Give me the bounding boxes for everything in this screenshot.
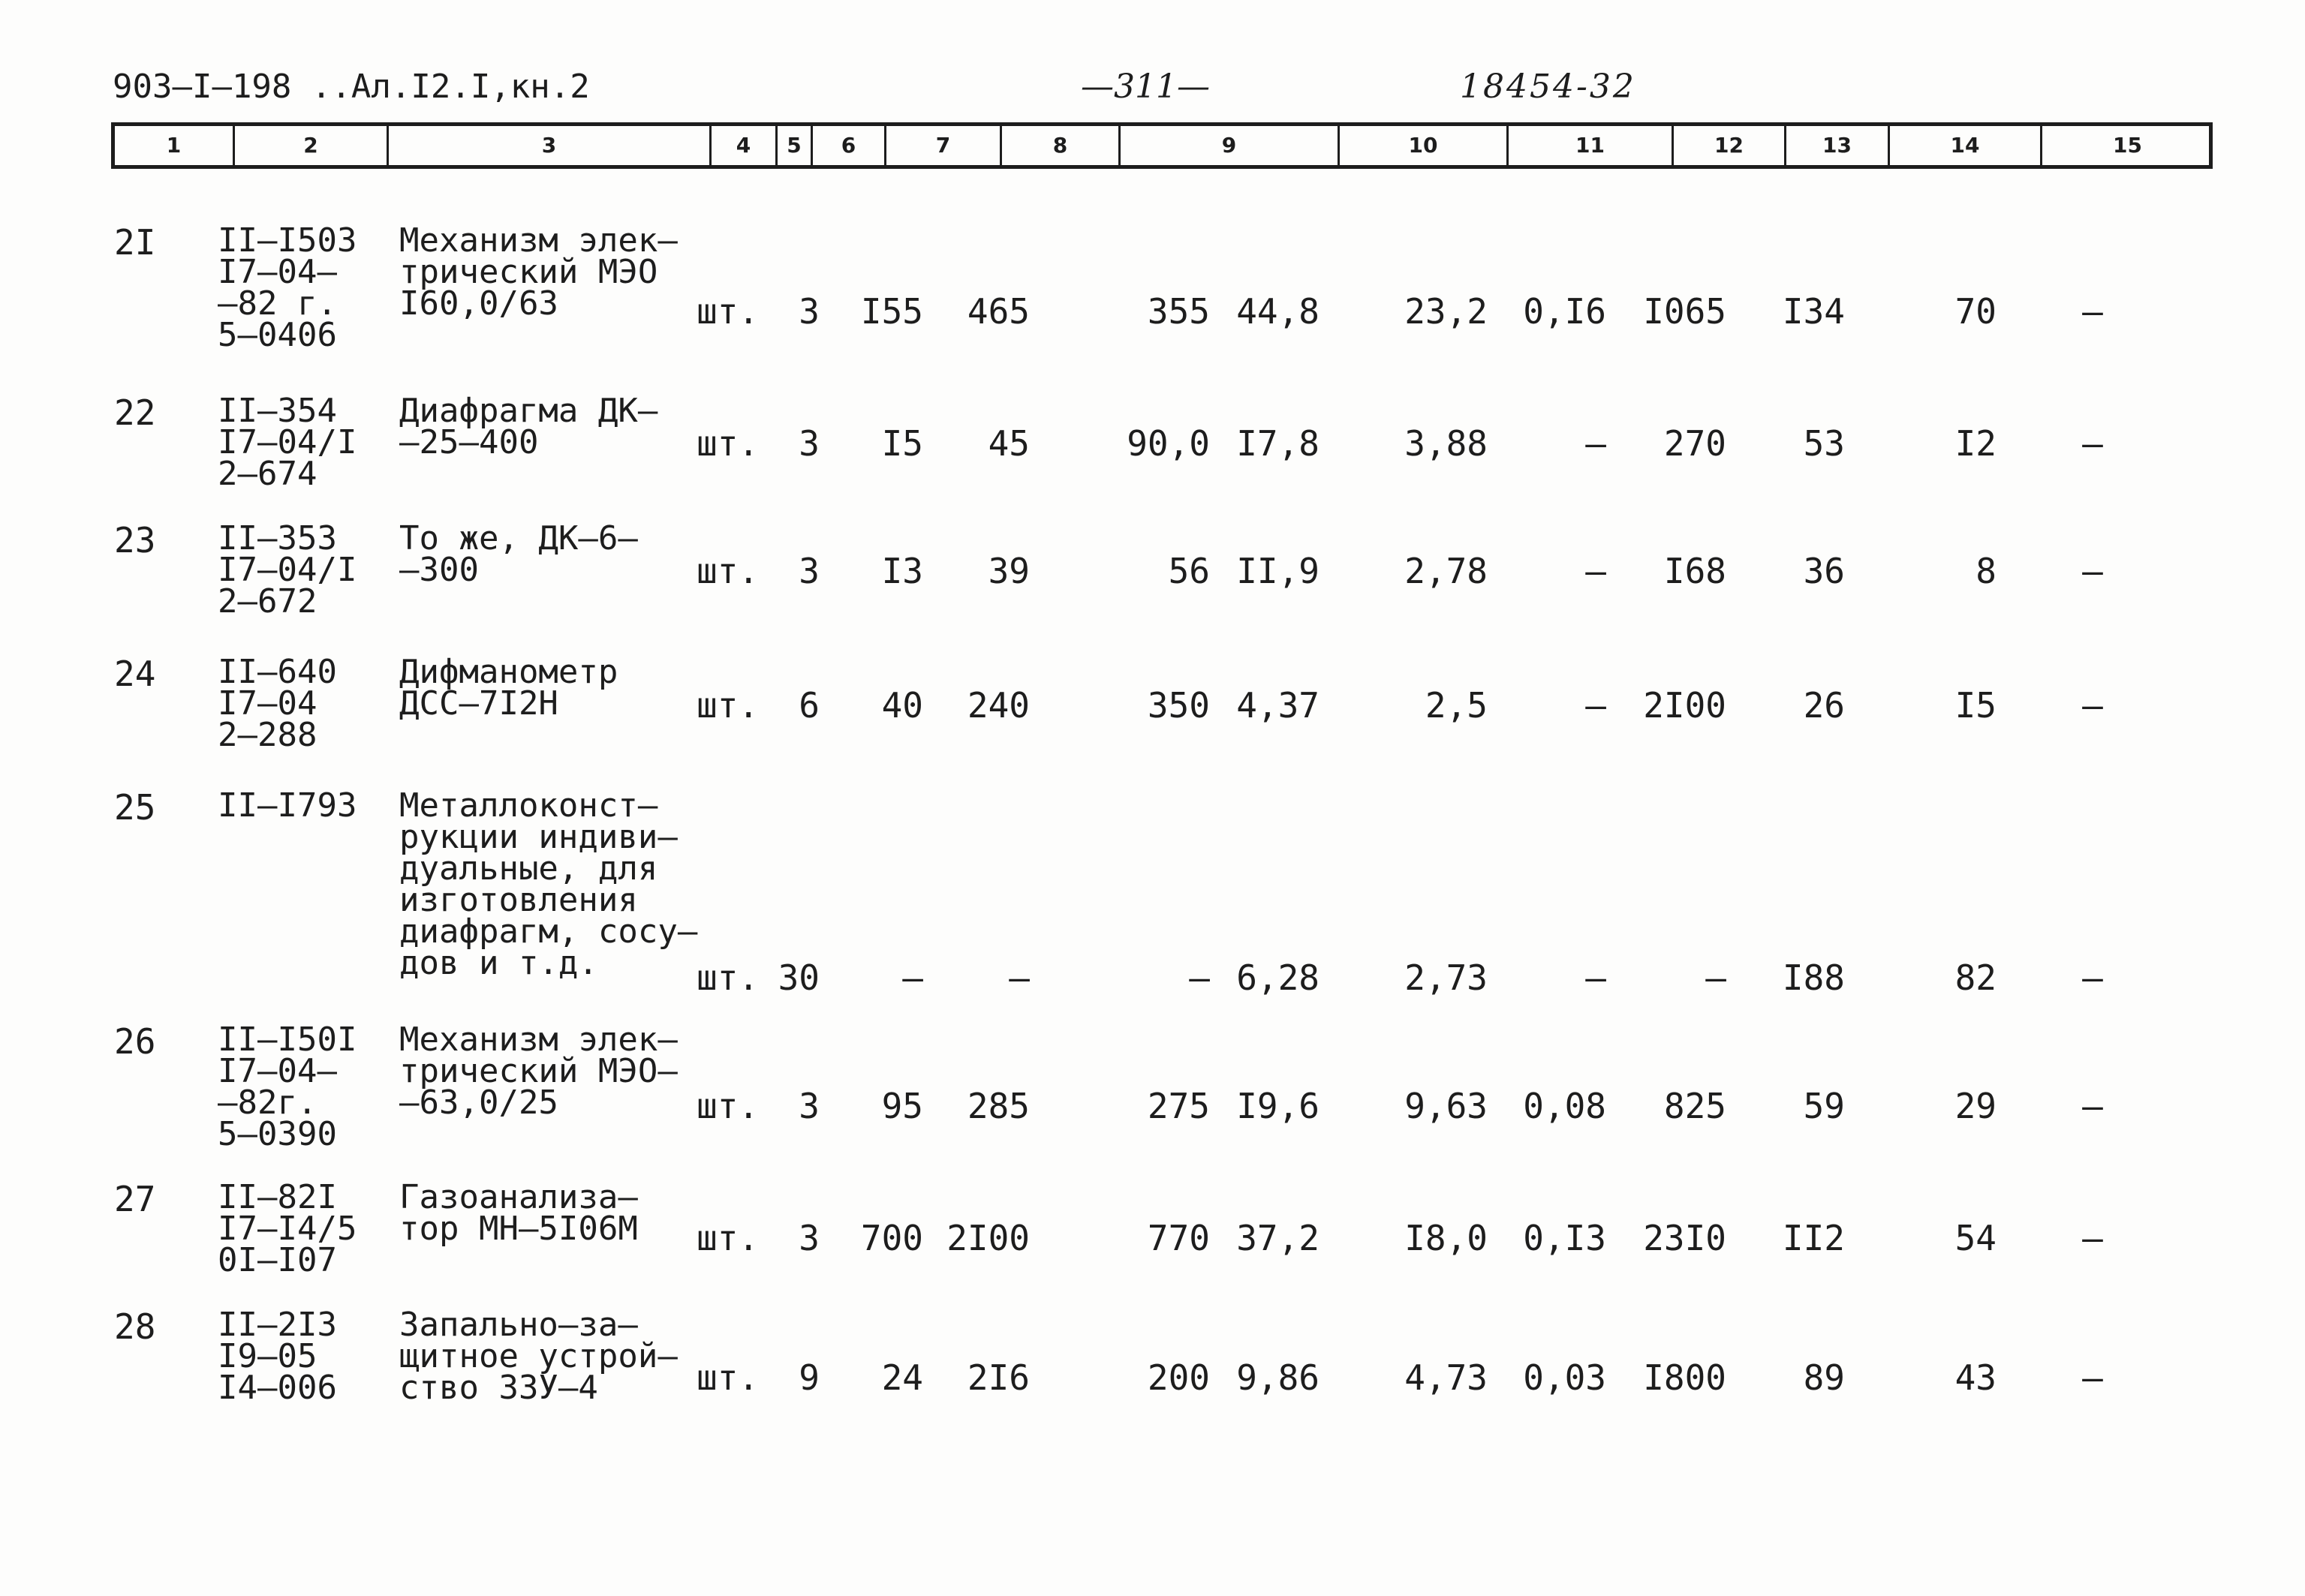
value-c8: 350 bbox=[1147, 685, 1210, 726]
catalog-code-line: II–I503 bbox=[218, 221, 357, 260]
column-number-1: 1 bbox=[115, 126, 235, 165]
value-c11: 0,I6 bbox=[1523, 291, 1606, 332]
value-c13: 89 bbox=[1803, 1357, 1845, 1398]
row-number: 25 bbox=[114, 787, 156, 828]
item-name-line: –25–400 bbox=[399, 423, 539, 461]
value-c15: – bbox=[2082, 1218, 2103, 1258]
value-c8: – bbox=[1189, 957, 1210, 998]
row-number: 27 bbox=[114, 1179, 156, 1219]
value-c5: 30 bbox=[778, 957, 820, 998]
value-c10: 4,73 bbox=[1404, 1357, 1488, 1398]
column-number-14: 14 bbox=[1890, 126, 2042, 165]
value-c6: 40 bbox=[881, 685, 923, 726]
value-c11: 0,03 bbox=[1523, 1357, 1606, 1398]
value-c15: – bbox=[2082, 685, 2103, 726]
value-c10: 2,73 bbox=[1404, 957, 1488, 998]
value-c13: I34 bbox=[1782, 291, 1845, 332]
value-c15: – bbox=[2082, 1086, 2103, 1126]
column-number-2: 2 bbox=[235, 126, 389, 165]
catalog-code-line: I7–I4/5 bbox=[218, 1210, 357, 1248]
item-name-line: Механизм элек– bbox=[399, 1020, 678, 1059]
value-c13: 26 bbox=[1803, 685, 1845, 726]
value-c15: – bbox=[2082, 423, 2103, 464]
catalog-code-line: 2–288 bbox=[218, 716, 317, 754]
value-unit: шт. bbox=[697, 957, 760, 998]
column-number-4: 4 bbox=[712, 126, 778, 165]
catalog-code-line: –82г. bbox=[218, 1084, 317, 1122]
value-unit: шт. bbox=[697, 291, 760, 332]
value-c12: I800 bbox=[1643, 1357, 1726, 1398]
value-c5: 6 bbox=[799, 685, 820, 726]
column-number-10: 10 bbox=[1340, 126, 1509, 165]
value-c10: 3,88 bbox=[1404, 423, 1488, 464]
column-number-row bbox=[111, 122, 2213, 169]
value-c5: 3 bbox=[799, 1086, 820, 1126]
value-c6: 24 bbox=[881, 1357, 923, 1398]
value-c7: 45 bbox=[988, 423, 1030, 464]
value-unit: шт. bbox=[697, 1086, 760, 1126]
value-c9: 9,86 bbox=[1236, 1357, 1320, 1398]
value-c11: – bbox=[1585, 423, 1606, 464]
item-name-line: тор МН–5I06М bbox=[399, 1210, 638, 1248]
value-c7: 2I00 bbox=[946, 1218, 1030, 1258]
catalog-code-line: II–353 bbox=[218, 519, 337, 558]
catalog-code-line: 2–672 bbox=[218, 582, 317, 621]
catalog-code-line: II–2I3 bbox=[218, 1306, 337, 1344]
value-c6: I5 bbox=[881, 423, 923, 464]
value-c14: 82 bbox=[1954, 957, 1997, 998]
catalog-code-line: II–354 bbox=[218, 392, 337, 430]
value-c9: II,9 bbox=[1236, 551, 1320, 591]
column-number-3: 3 bbox=[389, 126, 712, 165]
value-c6: I55 bbox=[860, 291, 923, 332]
value-c5: 3 bbox=[799, 423, 820, 464]
value-c6: I3 bbox=[881, 551, 923, 591]
item-name-line: –63,0/25 bbox=[399, 1084, 558, 1122]
value-c14: I2 bbox=[1954, 423, 1997, 464]
value-c15: – bbox=[2082, 1357, 2103, 1398]
value-c12: 23I0 bbox=[1643, 1218, 1726, 1258]
value-unit: шт. bbox=[697, 685, 760, 726]
value-c8: 770 bbox=[1147, 1218, 1210, 1258]
item-name-line: трический МЭО– bbox=[399, 1052, 678, 1090]
catalog-code-line: 0I–I07 bbox=[218, 1241, 337, 1279]
value-c8: 200 bbox=[1147, 1357, 1210, 1398]
value-c7: 285 bbox=[967, 1086, 1030, 1126]
item-name-line: ДСС–7I2Н bbox=[399, 684, 558, 723]
value-unit: шт. bbox=[697, 1218, 760, 1258]
value-c12: I065 bbox=[1643, 291, 1726, 332]
item-name-line: Газоанализа– bbox=[399, 1178, 638, 1216]
column-number-11: 11 bbox=[1509, 126, 1674, 165]
catalog-code-line: I7–04 bbox=[218, 684, 317, 723]
value-c13: II2 bbox=[1782, 1218, 1845, 1258]
value-c7: 39 bbox=[988, 551, 1030, 591]
value-c9: 44,8 bbox=[1236, 291, 1320, 332]
value-c6: – bbox=[902, 957, 923, 998]
item-name-line: диафрагм, сосу– bbox=[399, 912, 698, 951]
value-c10: 2,5 bbox=[1425, 685, 1488, 726]
document-reference: 903–I–198 ..Ал.I2.I,кн.2 bbox=[113, 68, 590, 106]
catalog-code-line: I7–04– bbox=[218, 253, 337, 291]
catalog-code-line: –82 г. bbox=[218, 284, 337, 323]
value-c6: 700 bbox=[860, 1218, 923, 1258]
item-name-line: Дифманометр bbox=[399, 653, 618, 691]
value-c5: 3 bbox=[799, 1218, 820, 1258]
column-number-13: 13 bbox=[1786, 126, 1890, 165]
column-number-7: 7 bbox=[886, 126, 1002, 165]
value-c7: 465 bbox=[967, 291, 1030, 332]
column-number-12: 12 bbox=[1674, 126, 1786, 165]
value-c14: 8 bbox=[1975, 551, 1997, 591]
item-name-line: трический МЭО bbox=[399, 253, 658, 291]
value-c9: 37,2 bbox=[1236, 1218, 1320, 1258]
value-c10: 23,2 bbox=[1404, 291, 1488, 332]
value-c9: I7,8 bbox=[1236, 423, 1320, 464]
column-number-5: 5 bbox=[778, 126, 813, 165]
item-name-line: Запально–за– bbox=[399, 1306, 638, 1344]
value-c7: 2I6 bbox=[967, 1357, 1030, 1398]
value-c11: – bbox=[1585, 685, 1606, 726]
catalog-code-line: II–82I bbox=[218, 1178, 337, 1216]
catalog-code-line: I7–04– bbox=[218, 1052, 337, 1090]
value-c15: – bbox=[2082, 551, 2103, 591]
item-name-line: Диафрагма ДК– bbox=[399, 392, 658, 430]
row-number: 23 bbox=[114, 520, 156, 561]
row-number: 26 bbox=[114, 1021, 156, 1062]
value-c14: 29 bbox=[1954, 1086, 1997, 1126]
value-c10: 9,63 bbox=[1404, 1086, 1488, 1126]
value-c12: 2I00 bbox=[1643, 685, 1726, 726]
value-c5: 3 bbox=[799, 291, 820, 332]
catalog-code-line: I7–04/I bbox=[218, 551, 357, 589]
item-name-line: То же, ДК–6– bbox=[399, 519, 638, 558]
catalog-code-line: I4–006 bbox=[218, 1369, 337, 1407]
value-c6: 95 bbox=[881, 1086, 923, 1126]
value-c11: – bbox=[1585, 957, 1606, 998]
catalog-code-line: II–640 bbox=[218, 653, 337, 691]
column-number-8: 8 bbox=[1002, 126, 1121, 165]
item-name-line: –300 bbox=[399, 551, 479, 589]
value-c5: 3 bbox=[799, 551, 820, 591]
value-c14: 54 bbox=[1954, 1218, 1997, 1258]
value-c15: – bbox=[2082, 291, 2103, 332]
value-c8: 56 bbox=[1168, 551, 1210, 591]
page-number: —311— bbox=[1081, 68, 1210, 106]
item-name-line: дов и т.д. bbox=[399, 944, 598, 982]
value-c8: 275 bbox=[1147, 1086, 1210, 1126]
value-c11: 0,I3 bbox=[1523, 1218, 1606, 1258]
value-c8: 90,0 bbox=[1127, 423, 1210, 464]
value-c12: 270 bbox=[1663, 423, 1726, 464]
catalog-code-line: 5–0390 bbox=[218, 1115, 337, 1153]
catalog-code-line: 5–0406 bbox=[218, 316, 337, 354]
value-c7: – bbox=[1009, 957, 1030, 998]
item-name-line: ство ЗЗУ–4 bbox=[399, 1369, 598, 1407]
value-c12: – bbox=[1705, 957, 1726, 998]
catalog-code-line: II–I793 bbox=[218, 786, 357, 825]
item-name-line: щитное устрой– bbox=[399, 1337, 678, 1375]
value-c13: I88 bbox=[1782, 957, 1845, 998]
value-c9: 6,28 bbox=[1236, 957, 1320, 998]
document-code: 18454-32 bbox=[1460, 68, 1636, 106]
value-unit: шт. bbox=[697, 551, 760, 591]
value-c14: I5 bbox=[1954, 685, 1997, 726]
item-name-line: Механизм элек– bbox=[399, 221, 678, 260]
value-c13: 36 bbox=[1803, 551, 1845, 591]
value-c11: 0,08 bbox=[1523, 1086, 1606, 1126]
catalog-code-line: II–I50I bbox=[218, 1020, 357, 1059]
value-c7: 240 bbox=[967, 685, 1030, 726]
catalog-code-line: I7–04/I bbox=[218, 423, 357, 461]
value-c10: I8,0 bbox=[1404, 1218, 1488, 1258]
catalog-code-line: I9–05 bbox=[218, 1337, 317, 1375]
value-c5: 9 bbox=[799, 1357, 820, 1398]
value-c13: 53 bbox=[1803, 423, 1845, 464]
column-number-9: 9 bbox=[1121, 126, 1340, 165]
value-c14: 70 bbox=[1954, 291, 1997, 332]
item-name-line: рукции индиви– bbox=[399, 818, 678, 856]
column-number-6: 6 bbox=[813, 126, 886, 165]
catalog-code-line: 2–674 bbox=[218, 455, 317, 493]
column-number-15: 15 bbox=[2113, 133, 2142, 158]
item-name-line: дуальные, для bbox=[399, 849, 658, 888]
item-name-line: изготовления bbox=[399, 881, 638, 919]
value-c13: 59 bbox=[1803, 1086, 1845, 1126]
row-number: 22 bbox=[114, 392, 156, 433]
value-unit: шт. bbox=[697, 423, 760, 464]
value-c8: 355 bbox=[1147, 291, 1210, 332]
value-c10: 2,78 bbox=[1404, 551, 1488, 591]
value-c12: I68 bbox=[1663, 551, 1726, 591]
value-c9: 4,37 bbox=[1236, 685, 1320, 726]
row-number: 24 bbox=[114, 654, 156, 694]
value-unit: шт. bbox=[697, 1357, 760, 1398]
value-c12: 825 bbox=[1663, 1086, 1726, 1126]
value-c14: 43 bbox=[1954, 1357, 1997, 1398]
item-name-line: I60,0/63 bbox=[399, 284, 558, 323]
value-c11: – bbox=[1585, 551, 1606, 591]
item-name-line: Металлоконст– bbox=[399, 786, 658, 825]
row-number: 2I bbox=[114, 222, 156, 263]
row-number: 28 bbox=[114, 1306, 156, 1347]
value-c15: – bbox=[2082, 957, 2103, 998]
value-c9: I9,6 bbox=[1236, 1086, 1320, 1126]
